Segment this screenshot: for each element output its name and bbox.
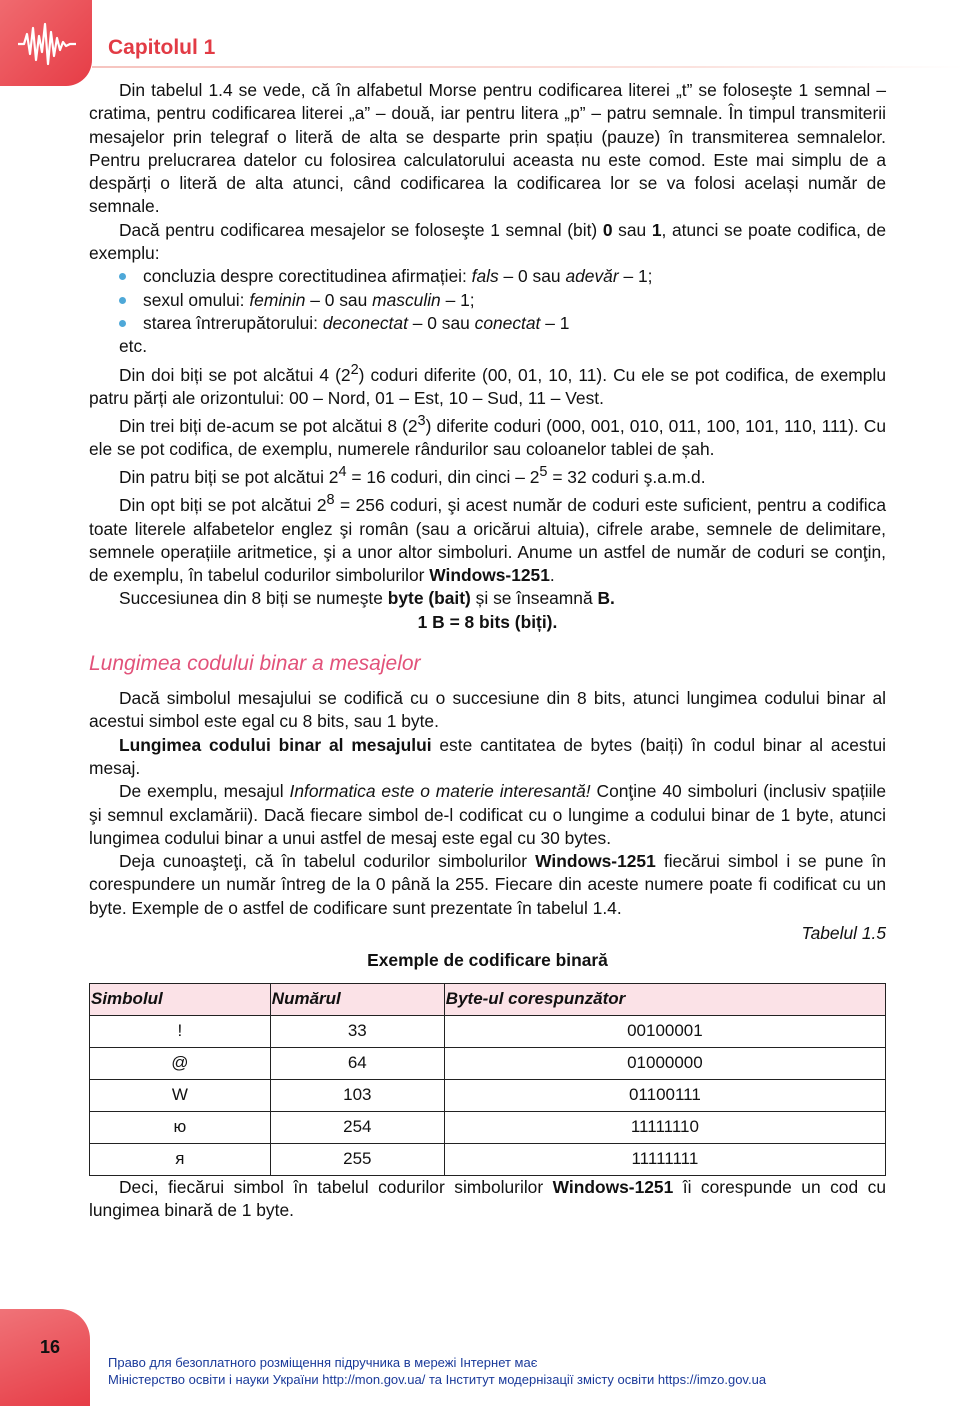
column-header: Simbolul <box>90 983 271 1015</box>
list-item: sexul omului: feminin – 0 sau masculin – 1; <box>119 289 886 312</box>
paragraph: Dacă pentru codificarea mesajelor se foloseşte 1 semnal (bit) 0 sau 1, atunci se poate codifica, de exemplu: <box>89 219 886 264</box>
table-cell: ! <box>90 1015 271 1047</box>
paragraph: Deci, fiecărui simbol în tabelul codurilor simbolurilor Windows-1251 îi corespunde un cod cu lungimea binară de 1 byte. <box>89 1176 886 1220</box>
table-row <box>90 1143 886 1175</box>
table-cell: 254 <box>270 1111 444 1143</box>
footer-notice <box>108 1354 766 1388</box>
table-header-row <box>90 983 886 1015</box>
paragraph: Din doi biți se pot alcătui 4 $(2^2)$ coduri diferite (00, 01, 10, 11). Cu ele se pot codifica, de exemplu patru părți ale orizontului: 00 – Nord, 01 – Est, 10 – Sud, 11 – Vest. <box>89 361 886 408</box>
column-header: Byte-ul corespunzător <box>444 983 885 1015</box>
list-item: concluzia despre corectitudinea afirmației: fals – 0 sau adevăr – 1; <box>119 265 886 288</box>
table-row <box>90 1079 886 1111</box>
table-cell: ю <box>90 1111 271 1143</box>
table-cell: я <box>90 1143 271 1175</box>
table-title: Exemple de codificare binară <box>367 950 608 971</box>
table-cell: 00100001 <box>444 1015 885 1047</box>
sound-wave-icon <box>18 22 76 66</box>
table-cell: W <box>90 1079 271 1111</box>
chapter-title: Capitolul 1 <box>108 36 216 59</box>
page-number: 16 <box>40 1337 61 1357</box>
formula: 1 B = 8 bits (biți). <box>417 611 558 632</box>
paragraph: De exemplu, mesajul Informatica este o materie interesantă! Conţine 40 simboluri (inclusiv spațiile şi semnul exclamării). Dacă fiecare simbol de-l codificat cu o lungime a codului binar de 1 byte, atunci lungimea codului binar a unui astfel de mesaj este egal cu 30 bytes. <box>89 781 886 848</box>
paragraph: Din tabelul 1.4 se vede, că în alfabetul Morse pentru codificarea literei „t” se foloseşte 1 semnal – cratima, pentru codificarea literei „a” – două, iar pentru litera „p” – patru semnale. În timpul transmiterii mesajelor prin telegraf o literă de alta se desparte prin spațiu (pauze) în transmiterea semnalelor. Pentru prelucrarea datelor cu folosirea calculatorului aceasta nu este comod. Este mai simplu de a despărți o literă de alta atunci, când codificarea la codificarea lor se va folosi același număr de semnale. <box>89 80 886 217</box>
list-item: starea întrerupătorului: deconectat – 0 sau conectat – 1 <box>119 312 886 335</box>
table-cell: 103 <box>270 1079 444 1111</box>
table-caption: Tabelul 1.5 <box>801 922 886 943</box>
paragraph: Succesiunea din 8 biți se numeşte byte (bait) și se înseamnă B. <box>119 588 615 609</box>
table-cell: 64 <box>270 1047 444 1079</box>
table-row <box>90 1111 886 1143</box>
table-cell: 255 <box>270 1143 444 1175</box>
table-cell: 11111110 <box>444 1111 885 1143</box>
table-cell: 33 <box>270 1015 444 1047</box>
table-row <box>90 1047 886 1079</box>
table-cell: @ <box>90 1047 271 1079</box>
footer-line: Міністерство освіти і науки України http://mon.gov.ua/ та Інститут модернізації змісту освіти https://imzo.gov.ua <box>108 1372 767 1387</box>
column-header: Numărul <box>270 983 444 1015</box>
page-content <box>89 79 886 1222</box>
chapter-logo <box>0 0 92 86</box>
header-divider <box>92 66 963 68</box>
paragraph: Lungimea codului binar al mesajului este cantitatea de bytes (baiți) în codul binar al acestui mesaj. <box>89 734 886 778</box>
table-row <box>90 1015 886 1047</box>
table-cell: 01100111 <box>444 1079 885 1111</box>
binary-code-table <box>89 983 886 1176</box>
paragraph: Deja cunoaşteţi, că în tabelul codurilor simbolurilor Windows-1251 fiecărui simbol i se pune în corespundere un număr întreg de la 0 până la 255. Fiecare din aceste numere poate fi codificat cu un byte. Exemple de o astfel de codificare sunt prezentate în tabelul 1.4. <box>89 851 886 918</box>
section-title: Lungimea codului binar a mesajelor <box>89 652 421 676</box>
paragraph: Dacă simbolul mesajului se codifică cu o succesiune din 8 bits, atunci lungimea codului binar al acestui simbol este egal cu 8 bits, sau 1 byte. <box>89 688 886 732</box>
table-cell: 11111111 <box>444 1143 885 1175</box>
paragraph: Din opt biți se pot alcătui $2^8 = 256$ coduri, şi acest număr de coduri este suficient, pentru a codifica toate literele alfabetelor englez şi român (sau a oricărui altuia), cifrele arabe, semnele de delimitare, semnele operațiile aritmetice, şi a unor altor simboluri. Anume un astfel de număr de coduri se conţin, de exemplu, în tabelul codurilor simbolurilor Windows-1251. <box>89 492 886 586</box>
paragraph: Din trei biți de-acum se pot alcătui 8 $(2^3)$ diferite coduri (000, 001, 010, 011, 100, 101, 110, 111). Cu ele se pot codifica, de exemplu, numerele rândurilor sau coloanelor tablei de șah. <box>89 412 886 460</box>
bullet-list <box>89 265 886 335</box>
paragraph-etc: etc. <box>119 336 148 357</box>
footer-line: Право для безоплатного розміщення підручника в мережі Інтернет має <box>108 1355 538 1370</box>
paragraph: Din patru biți se pot alcătui $2^4 = 16$ coduri, din cinci – $2^5 = 32$ coduri ş.a.m.d. <box>119 464 706 488</box>
table-cell: 01000000 <box>444 1047 885 1079</box>
